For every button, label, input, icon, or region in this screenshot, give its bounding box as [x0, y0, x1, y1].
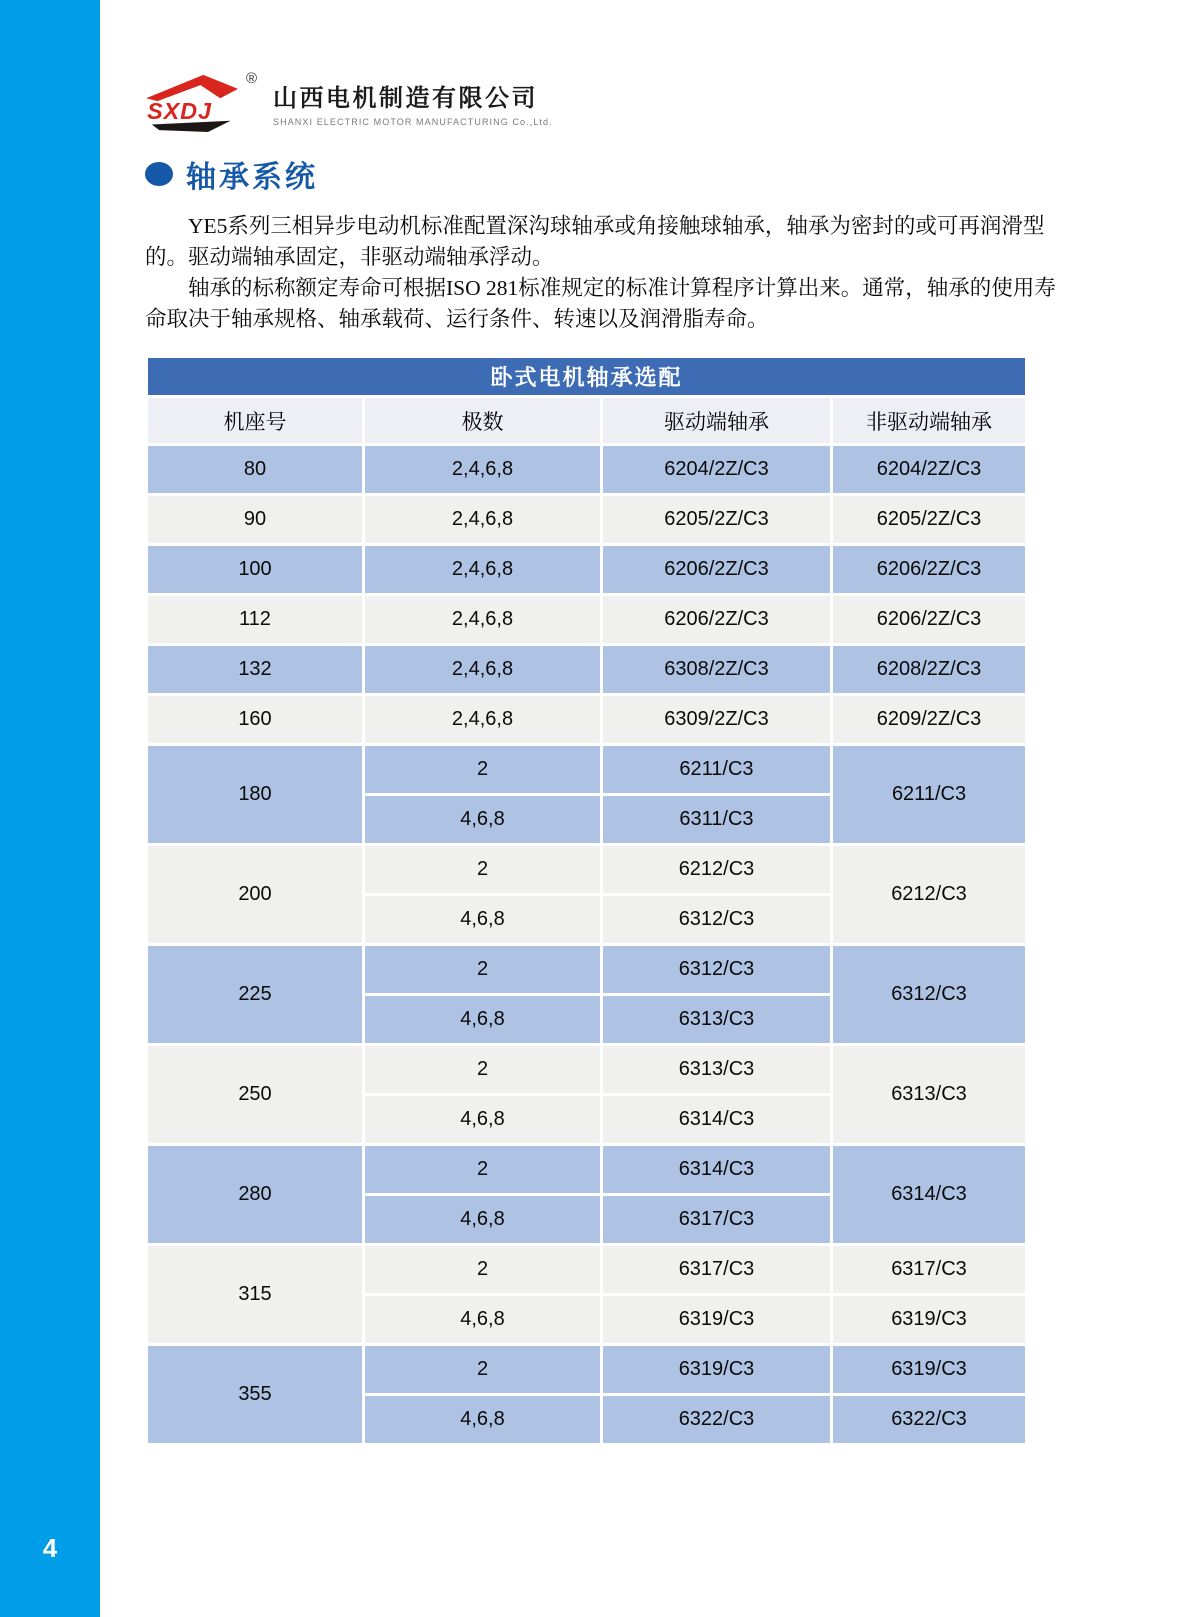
column-header-drive-end: 驱动端轴承: [602, 397, 832, 445]
poles-cell: 2: [364, 1245, 602, 1295]
table-row: [147, 1045, 1027, 1095]
frame-size-cell: 315: [147, 1245, 364, 1345]
table-body: [147, 445, 1027, 1445]
poles-cell: 2: [364, 1345, 602, 1395]
non-drive-end-bearing-cell: 6208/2Z/C3: [832, 645, 1027, 695]
frame-size-cell: 280: [147, 1145, 364, 1245]
poles-cell: 2,4,6,8: [364, 695, 602, 745]
non-drive-end-bearing-cell: 6313/C3: [832, 1045, 1027, 1145]
non-drive-end-bearing-cell: 6204/2Z/C3: [832, 445, 1027, 495]
poles-cell: 2,4,6,8: [364, 645, 602, 695]
drive-end-bearing-cell: 6311/C3: [602, 795, 832, 845]
non-drive-end-bearing-cell: 6206/2Z/C3: [832, 595, 1027, 645]
paragraph-bearing-life: 轴承的标称额定寿命可根据ISO 281标准规定的标准计算程序计算出来。通常，轴承的使用寿命取决于轴承规格、轴承载荷、运行条件、转速以及润滑脂寿命。: [145, 276, 1056, 331]
frame-size-cell: 112: [147, 595, 364, 645]
sxdj-logo-icon: [145, 72, 257, 132]
table-row: [147, 445, 1027, 495]
poles-cell: 2,4,6,8: [364, 445, 602, 495]
company-name-cn: 山西电机制造有限公司: [273, 84, 538, 112]
drive-end-bearing-cell: 6206/2Z/C3: [602, 545, 832, 595]
frame-size-cell: 80: [147, 445, 364, 495]
table-row: [147, 745, 1027, 795]
logo-brand-text: SXDJ: [147, 97, 212, 124]
column-header-frame: 机座号: [147, 397, 364, 445]
drive-end-bearing-cell: 6317/C3: [602, 1245, 832, 1295]
section-title-text: 轴承系统: [186, 161, 318, 194]
drive-end-bearing-cell: 6312/C3: [602, 895, 832, 945]
drive-end-bearing-cell: 6314/C3: [602, 1095, 832, 1145]
table-row: [147, 595, 1027, 645]
company-name-en: SHANXI ELECTRIC MOTOR MANUFACTURING Co.,Ltd.: [273, 116, 553, 127]
poles-cell: 4,6,8: [364, 1295, 602, 1345]
page-number: 4: [42, 1533, 58, 1563]
frame-size-cell: 200: [147, 845, 364, 945]
poles-cell: 4,6,8: [364, 895, 602, 945]
drive-end-bearing-cell: 6211/C3: [602, 745, 832, 795]
poles-cell: 2: [364, 945, 602, 995]
non-drive-end-bearing-cell: 6209/2Z/C3: [832, 695, 1027, 745]
frame-size-cell: 225: [147, 945, 364, 1045]
drive-end-bearing-cell: 6308/2Z/C3: [602, 645, 832, 695]
non-drive-end-bearing-cell: 6319/C3: [832, 1295, 1027, 1345]
non-drive-end-bearing-cell: 6322/C3: [832, 1395, 1027, 1445]
poles-cell: 2: [364, 1045, 602, 1095]
poles-cell: 2,4,6,8: [364, 595, 602, 645]
frame-size-cell: 90: [147, 495, 364, 545]
registered-trademark-icon: ®: [245, 70, 257, 87]
poles-cell: 2,4,6,8: [364, 495, 602, 545]
non-drive-end-bearing-cell: 6319/C3: [832, 1345, 1027, 1395]
table-title-row: [147, 357, 1027, 397]
drive-end-bearing-cell: 6309/2Z/C3: [602, 695, 832, 745]
non-drive-end-bearing-cell: 6206/2Z/C3: [832, 545, 1027, 595]
drive-end-bearing-cell: 6322/C3: [602, 1395, 832, 1445]
non-drive-end-bearing-cell: 6317/C3: [832, 1245, 1027, 1295]
frame-size-cell: 100: [147, 545, 364, 595]
non-drive-end-bearing-cell: 6212/C3: [832, 845, 1027, 945]
poles-cell: 4,6,8: [364, 1395, 602, 1445]
drive-end-bearing-cell: 6206/2Z/C3: [602, 595, 832, 645]
poles-cell: 4,6,8: [364, 795, 602, 845]
paragraph-bearing-config: YE5系列三相异步电动机标准配置深沟球轴承或角接触球轴承，轴承为密封的或可再润滑型的。驱动端轴承固定，非驱动端轴承浮动。: [145, 214, 1045, 269]
frame-size-cell: 180: [147, 745, 364, 845]
frame-size-cell: 132: [147, 645, 364, 695]
drive-end-bearing-cell: 6317/C3: [602, 1195, 832, 1245]
poles-cell: 2,4,6,8: [364, 545, 602, 595]
table-row: [147, 1145, 1027, 1195]
table-row: [147, 695, 1027, 745]
table-row: [147, 495, 1027, 545]
poles-cell: 4,6,8: [364, 1195, 602, 1245]
drive-end-bearing-cell: 6314/C3: [602, 1145, 832, 1195]
drive-end-bearing-cell: 6313/C3: [602, 995, 832, 1045]
drive-end-bearing-cell: 6212/C3: [602, 845, 832, 895]
table-row: [147, 945, 1027, 995]
table-row: [147, 1345, 1027, 1395]
table-title: 卧式电机轴承选配: [147, 357, 1027, 397]
company-logo: [145, 72, 1067, 132]
drive-end-bearing-cell: 6205/2Z/C3: [602, 495, 832, 545]
table-header-row: [147, 397, 1027, 445]
drive-end-bearing-cell: 6319/C3: [602, 1295, 832, 1345]
table-row: [147, 645, 1027, 695]
non-drive-end-bearing-cell: 6211/C3: [832, 745, 1027, 845]
drive-end-bearing-cell: 6313/C3: [602, 1045, 832, 1095]
frame-size-cell: 250: [147, 1045, 364, 1145]
page-content: [145, 0, 1067, 1446]
column-header-poles: 极数: [364, 397, 602, 445]
column-header-non-drive-end: 非驱动端轴承: [832, 397, 1027, 445]
bullet-icon: [145, 162, 173, 186]
bearing-selection-table: [145, 355, 1028, 1446]
non-drive-end-bearing-cell: 6314/C3: [832, 1145, 1027, 1245]
frame-size-cell: 355: [147, 1345, 364, 1445]
frame-size-cell: 160: [147, 695, 364, 745]
company-name-block: [273, 78, 553, 127]
drive-end-bearing-cell: 6204/2Z/C3: [602, 445, 832, 495]
poles-cell: 4,6,8: [364, 1095, 602, 1145]
drive-end-bearing-cell: 6312/C3: [602, 945, 832, 995]
poles-cell: 2: [364, 845, 602, 895]
table-row: [147, 545, 1027, 595]
poles-cell: 2: [364, 1145, 602, 1195]
left-accent-stripe: [0, 0, 100, 1617]
non-drive-end-bearing-cell: 6312/C3: [832, 945, 1027, 1045]
section-title: [145, 152, 1067, 196]
poles-cell: 2: [364, 745, 602, 795]
non-drive-end-bearing-cell: 6205/2Z/C3: [832, 495, 1027, 545]
sxdj-emblem-icon: [145, 72, 241, 132]
drive-end-bearing-cell: 6319/C3: [602, 1345, 832, 1395]
poles-cell: 4,6,8: [364, 995, 602, 1045]
table-row: [147, 1245, 1027, 1295]
table-row: [147, 845, 1027, 895]
